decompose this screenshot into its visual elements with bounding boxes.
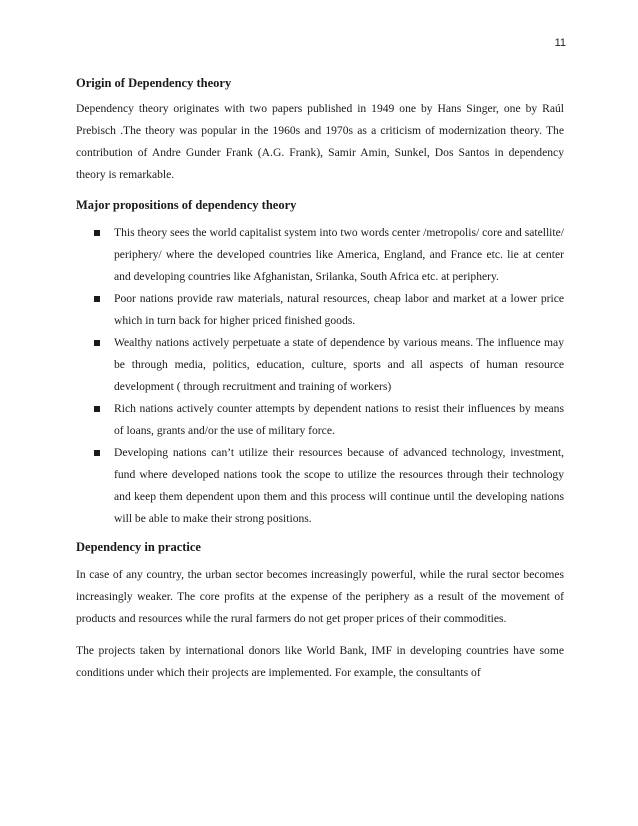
square-bullet-icon (94, 230, 100, 236)
page-content (76, 74, 564, 684)
practice-paragraph-2: The projects taken by international donors like World Bank, IMF in developing countries have some conditions under which their projects are implemented. For example, the consultants of (76, 644, 564, 679)
square-bullet-icon (94, 340, 100, 346)
list-item-text: Rich nations actively counter attempts by dependent nations to resist their influences by means of loans, grants and/or the use of military force. (114, 402, 564, 437)
page-number: 11 (554, 37, 566, 49)
origin-paragraph: Dependency theory originates with two papers published in 1949 one by Hans Singer, one by Raúl Prebisch .The theory was popular in the 1960s and 1970s as a criticism of modernization theory. The contribution of Andre Gunder Frank (A.G. Frank), Samir Amin, Sunkel, Dos Santos in dependency theory is remarkable. (76, 102, 564, 181)
list-item (76, 332, 564, 398)
section-heading-propositions: Major propositions of dependency theory (76, 198, 297, 212)
list-item (76, 442, 564, 530)
section-heading-origin: Origin of Dependency theory (76, 76, 232, 90)
square-bullet-icon (94, 450, 100, 456)
list-item-text: This theory sees the world capitalist system into two words center /metropolis/ core and satellite/ periphery/ where the developed countries like America, England, and France etc. lie at center and developing countries like Afghanistan, Srilanka, South Africa etc. at periphery. (114, 226, 564, 283)
list-item (76, 288, 564, 332)
section-heading-practice: Dependency in practice (76, 540, 201, 554)
square-bullet-icon (94, 406, 100, 412)
practice-paragraph-1: In case of any country, the urban sector becomes increasingly powerful, while the rural sector becomes increasingly weaker. The core profits at the expense of the periphery as a result of the movement of products and resources while the rural farmers do not get proper prices of their commodities. (76, 568, 564, 625)
list-item (76, 398, 564, 442)
square-bullet-icon (94, 296, 100, 302)
list-item-text: Developing nations can’t utilize their resources because of advanced technology, investment, fund where developed nations took the scope to utilize the resources through their technology and keep them dependent upon them and this process will continue until the developing nations will be able to make their strong positions. (114, 446, 564, 525)
propositions-list (76, 222, 564, 530)
list-item-text: Poor nations provide raw materials, natural resources, cheap labor and market at a lower price which in turn back for higher priced finished goods. (114, 292, 564, 327)
list-item-text: Wealthy nations actively perpetuate a state of dependence by various means. The influence may be through media, politics, education, culture, sports and all aspects of human resource development ( through recruitment and training of workers) (114, 336, 564, 393)
list-item (76, 222, 564, 288)
